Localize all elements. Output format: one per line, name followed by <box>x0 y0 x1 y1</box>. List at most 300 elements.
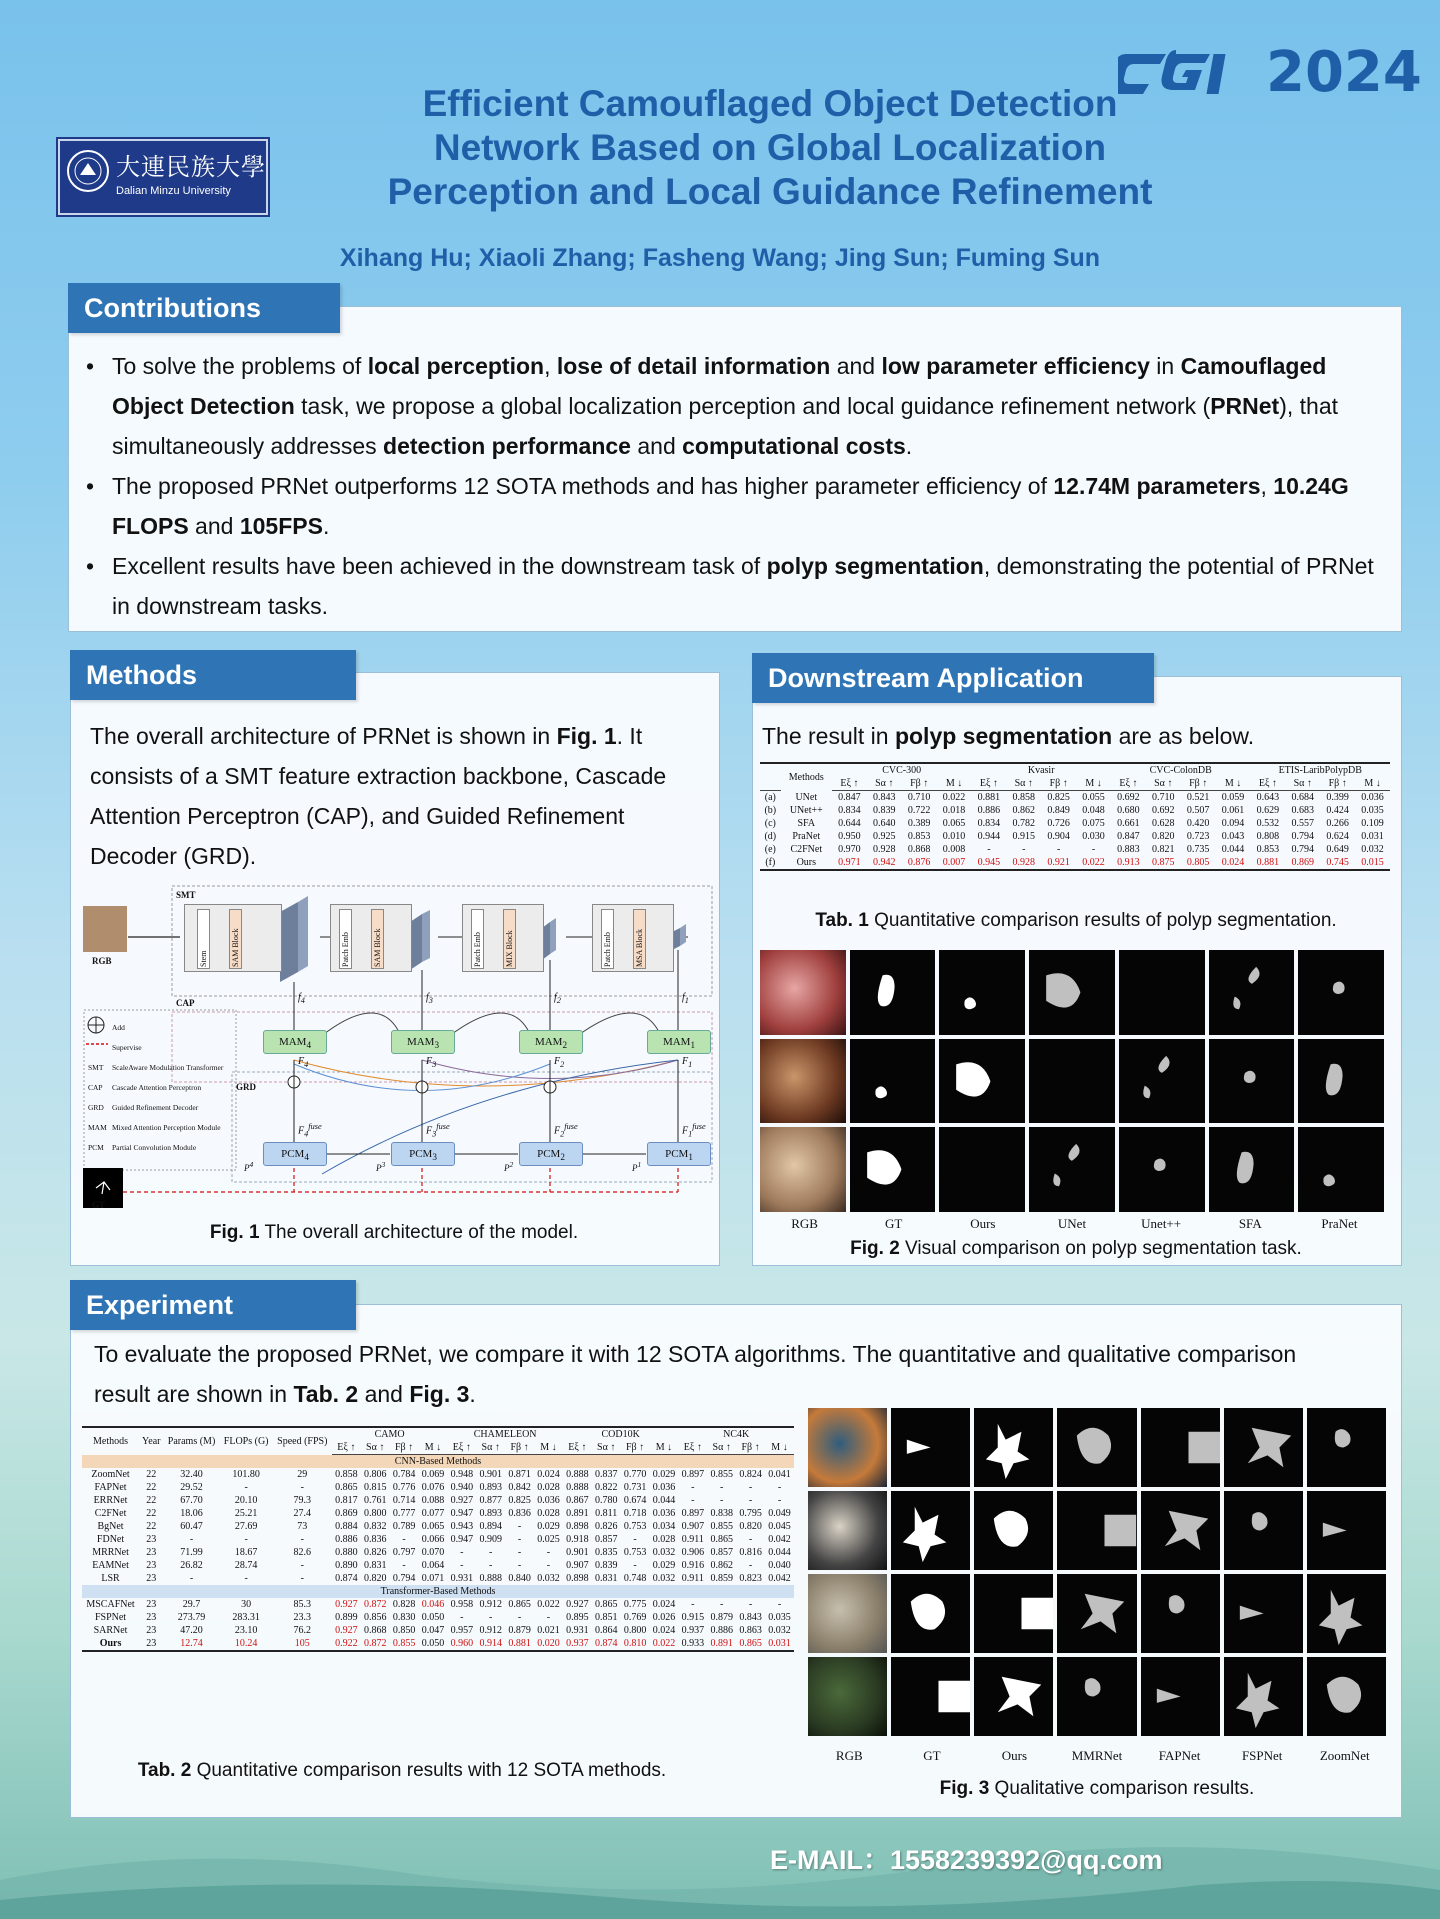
grid-column-label: SFA <box>1238 1216 1262 1231</box>
grid-column-label: GT <box>923 1748 941 1763</box>
table-cell: 0.880 <box>335 1547 358 1558</box>
method-name: MSCAFNet <box>86 1599 135 1610</box>
table-cell: 0.748 <box>623 1573 647 1584</box>
table-cell: - <box>300 1560 304 1571</box>
table-cell: 101.80 <box>232 1469 260 1480</box>
table-cell: 283.31 <box>232 1612 260 1623</box>
mask-thumbnail <box>1141 1491 1220 1570</box>
table-header: Speed (FPS) <box>273 1427 332 1455</box>
table-header: FLOPs (G) <box>220 1427 273 1455</box>
table-cell: 0.031 <box>765 1637 794 1651</box>
table-row <box>82 1481 794 1494</box>
table-cell: 0.915 <box>1012 831 1036 842</box>
table-cell: 0.857 <box>710 1547 733 1558</box>
table-cell: 28.74 <box>234 1560 258 1571</box>
table-cell: 0.862 <box>1012 805 1036 816</box>
dataset-header: CAMO <box>332 1427 448 1441</box>
table-row <box>760 830 1390 843</box>
table-cell: 0.859 <box>710 1573 733 1584</box>
table-cell: 0.879 <box>508 1625 531 1636</box>
table-cell: 0.869 <box>335 1508 358 1519</box>
table-cell: 0.036 <box>652 1508 676 1519</box>
cod-visual-grid <box>808 1408 1386 1736</box>
mask-thumbnail <box>939 1127 1025 1212</box>
table-band-row <box>82 1455 794 1469</box>
method-name: FSPNet <box>94 1612 127 1623</box>
contributions-list <box>84 346 1394 626</box>
msa-block: MSA Block <box>633 909 646 969</box>
table-cell: 0.032 <box>652 1547 676 1558</box>
table-cell: 23 <box>146 1625 157 1636</box>
table-cell: - <box>460 1547 464 1558</box>
table-cell: 0.071 <box>421 1573 445 1584</box>
table-cell: 22 <box>146 1469 157 1480</box>
table-cell: 0.865 <box>736 1637 765 1651</box>
table-cell: 0.624 <box>1326 831 1349 842</box>
metric-header: M ↓ <box>937 777 972 791</box>
table-cell: 0.061 <box>1221 805 1245 816</box>
table-cell: 0.893 <box>479 1508 502 1519</box>
pred-p1: $P^1$ <box>632 1160 642 1173</box>
table-cell: 0.015 <box>1355 856 1390 870</box>
metric-header: Sα ↑ <box>592 1441 621 1455</box>
table-cell: 0.868 <box>363 1625 387 1636</box>
grid-column-label: FAPNet <box>1158 1748 1201 1763</box>
mask-thumbnail <box>1209 1039 1295 1124</box>
university-seal-icon <box>66 149 110 193</box>
metric-header: Eξ ↑ <box>678 1441 707 1455</box>
table-cell: 0.888 <box>566 1482 589 1493</box>
table-cell: 0.640 <box>873 818 896 829</box>
mask-thumbnail <box>891 1408 970 1487</box>
method-name: MRRNet <box>92 1547 129 1558</box>
table-header: Params (M) <box>163 1427 219 1455</box>
grid-column-label: Unet++ <box>1141 1216 1182 1231</box>
legend-item: Supervise <box>112 1043 142 1052</box>
table-cell: - <box>189 1573 194 1584</box>
fig2-caption: Fig. 2 Visual comparison on polyp segmentation task. <box>850 1238 1302 1259</box>
table-row <box>760 843 1390 856</box>
smt-stage-4 <box>592 904 674 972</box>
method-name: PraNet <box>792 831 821 842</box>
mask-thumbnail <box>891 1574 970 1653</box>
table-row <box>760 804 1390 817</box>
table-cell: - <box>300 1573 304 1584</box>
table-row <box>760 856 1390 870</box>
table-cell: 0.789 <box>392 1521 416 1532</box>
table-cell: 0.943 <box>450 1521 474 1532</box>
pred-p4: $P^4$ <box>244 1160 254 1173</box>
table-cell: 22 <box>146 1521 157 1532</box>
fig3-caption: Fig. 3 Qualitative comparison results. <box>939 1778 1255 1799</box>
table-cell: 0.008 <box>942 844 966 855</box>
table-cell: 0.782 <box>1012 818 1036 829</box>
table-cell: 47.20 <box>180 1625 203 1636</box>
table-cell: 23.3 <box>293 1612 312 1623</box>
metric-header: Fβ ↑ <box>1181 777 1216 791</box>
table-cell: 0.883 <box>1117 844 1140 855</box>
table-header: Methods <box>82 1427 139 1455</box>
table-cell: 0.399 <box>1326 792 1349 803</box>
table-cell: 0.820 <box>1152 831 1175 842</box>
pcm-3: $PCM_3$ <box>391 1142 455 1166</box>
table-cell: 0.947 <box>450 1534 474 1545</box>
table-cell: 0.817 <box>335 1495 358 1506</box>
table-cell: - <box>748 1560 753 1571</box>
table-cell: 0.893 <box>479 1482 502 1493</box>
table-cell: 0.036 <box>537 1495 560 1506</box>
mask-thumbnail <box>1224 1408 1303 1487</box>
table-cell: 0.825 <box>508 1495 531 1506</box>
table-cell: 0.911 <box>681 1534 704 1545</box>
table-cell: 0.839 <box>873 805 896 816</box>
table-cell: 0.022 <box>1076 856 1111 870</box>
metric-header: Fβ ↑ <box>621 1441 650 1455</box>
mask-thumbnail <box>974 1491 1053 1570</box>
table-cell: 0.945 <box>971 856 1006 870</box>
table-cell: 0.822 <box>594 1482 618 1493</box>
cod-grid-labels <box>808 1748 1386 1764</box>
table-cell: 0.875 <box>1146 856 1181 870</box>
table-cell: 0.032 <box>652 1573 676 1584</box>
mask-thumbnail <box>1209 1127 1295 1212</box>
table-cell: 0.692 <box>1117 792 1140 803</box>
table-cell: 0.021 <box>537 1625 560 1636</box>
table-cell: 29 <box>297 1469 308 1480</box>
method-name: ERRNet <box>93 1495 128 1506</box>
table-cell: 0.853 <box>907 831 931 842</box>
table-cell: 0.888 <box>566 1469 589 1480</box>
mam-3: $MAM_3$ <box>391 1030 455 1054</box>
table-cell: 79.3 <box>293 1495 312 1506</box>
method-name: C2FNet <box>94 1508 127 1519</box>
table-cell: 0.683 <box>1291 805 1315 816</box>
patch-emb-block: Patch Emb <box>339 909 352 969</box>
table-cell: 0.028 <box>537 1482 560 1493</box>
table-cell: 0.872 <box>363 1599 387 1610</box>
mask-thumbnail <box>1057 1657 1136 1736</box>
table-cell: 10.24 <box>220 1637 273 1651</box>
mask-thumbnail <box>850 950 936 1035</box>
mask-thumbnail <box>1141 1657 1220 1736</box>
table-cell: - <box>748 1495 753 1506</box>
table-metric-row <box>760 777 1390 791</box>
table-cell: 23 <box>146 1599 157 1610</box>
sam-block: SAM Block <box>229 909 242 969</box>
table-cell: 20.10 <box>234 1495 258 1506</box>
metric-header: Eξ ↑ <box>832 777 867 791</box>
method-name: UNet++ <box>789 805 823 816</box>
table-cell: 0.921 <box>1041 856 1076 870</box>
table-cell: 0.927 <box>566 1599 589 1610</box>
table-cell: 27.69 <box>234 1521 258 1532</box>
table-header <box>760 777 781 791</box>
table-cell: 0.040 <box>768 1560 791 1571</box>
band-label: CNN-Based Methods <box>82 1455 794 1469</box>
table-cell: 0.800 <box>623 1625 647 1636</box>
methods-text: The overall architecture of PRNet is shown in Fig. 1. It consists of a SMT feature extraction backbone, Cascade Attention Perceptron (CAP), and Guided Refinement Decoder (GRD). <box>90 723 667 869</box>
table-cell: 0.723 <box>1186 831 1210 842</box>
table-cell: 0.710 <box>1152 792 1175 803</box>
method-name: Ours <box>781 856 832 870</box>
table-cell: 0.927 <box>335 1599 358 1610</box>
table-cell: 0.971 <box>832 856 867 870</box>
table-cell: 0.876 <box>902 856 937 870</box>
table-cell: 0.029 <box>652 1469 676 1480</box>
table-cell: 0.794 <box>1291 844 1315 855</box>
table-cell: 0.018 <box>942 805 966 816</box>
table-header: Methods <box>781 763 832 791</box>
table-cell: - <box>517 1521 522 1532</box>
legend-item: SMT ScaleAware Modulation Transformer <box>88 1063 224 1072</box>
table-cell: 0.888 <box>479 1573 502 1584</box>
table-cell: 0.912 <box>479 1599 502 1610</box>
architecture-figure <box>80 882 720 1212</box>
table-cell: - <box>987 844 991 855</box>
rgb-thumbnail <box>760 1039 846 1124</box>
table-cell: 0.065 <box>942 818 966 829</box>
mask-thumbnail <box>1141 1574 1220 1653</box>
feature-f3: $f_3$ <box>426 992 433 1005</box>
table-cell: 0.868 <box>907 844 931 855</box>
smt-stage-2 <box>330 904 412 972</box>
experiment-text: To evaluate the proposed PRNet, we compare it with 12 SOTA algorithms. The quantitative and qualitative comparison result are shown in Tab. 2 and Fig. 3. <box>94 1341 1297 1407</box>
grid-column-label: PraNet <box>1321 1216 1358 1231</box>
table-cell: - <box>777 1599 782 1610</box>
table-cell: 0.031 <box>1361 831 1384 842</box>
table-cell: 0.836 <box>508 1508 531 1519</box>
table-cell: 0.048 <box>1082 805 1105 816</box>
table-cell: 22 <box>146 1482 157 1493</box>
table-cell: - <box>720 1599 724 1610</box>
table-cell: 0.094 <box>1221 818 1245 829</box>
table-cell: 0.041 <box>768 1469 791 1480</box>
table-cell: 0.794 <box>392 1573 416 1584</box>
metric-header: M ↓ <box>419 1441 448 1455</box>
mask-thumbnail <box>939 950 1025 1035</box>
table-cell: 0.891 <box>566 1508 589 1519</box>
table-cell: 0.643 <box>1256 792 1280 803</box>
table-cell: 0.028 <box>537 1508 560 1519</box>
table-cell: - <box>546 1560 551 1571</box>
table-cell: 0.800 <box>363 1508 387 1519</box>
tab1-caption: Tab. 1 Quantitative comparison results of polyp segmentation. <box>815 910 1337 931</box>
table-cell: 0.884 <box>335 1521 358 1532</box>
methods-heading: Methods <box>70 650 356 700</box>
table-cell: - <box>720 1495 724 1506</box>
table-cell: 0.891 <box>707 1637 736 1651</box>
table-cell: 0.958 <box>450 1599 474 1610</box>
row-id: (e) <box>764 844 776 855</box>
grid-column-label: ZoomNet <box>1319 1748 1370 1763</box>
mask-thumbnail <box>974 1574 1053 1653</box>
metric-header: Sα ↑ <box>1285 777 1320 791</box>
table-cell: 0.830 <box>392 1612 416 1623</box>
university-name-cn: 大連民族大學 <box>116 153 266 181</box>
table-cell: 0.922 <box>332 1637 361 1651</box>
mam-1: $MAM_1$ <box>647 1030 711 1054</box>
table-cell: 273.79 <box>177 1612 206 1623</box>
table-cell: 0.849 <box>1047 805 1070 816</box>
table-cell: - <box>517 1560 522 1571</box>
pcm-4: $PCM_4$ <box>263 1142 327 1166</box>
grid-column-label: UNet <box>1057 1216 1087 1231</box>
table-row <box>82 1494 794 1507</box>
table-cell: 0.847 <box>1117 831 1140 842</box>
table-cell: - <box>691 1495 695 1506</box>
table-cell: 0.735 <box>1186 844 1210 855</box>
table-cell: 0.831 <box>363 1560 387 1571</box>
table-cell: 0.007 <box>937 856 972 870</box>
table-row <box>82 1572 794 1585</box>
metric-header: M ↓ <box>1076 777 1111 791</box>
method-name: C2FNet <box>790 844 823 855</box>
table-cell: 0.847 <box>838 792 861 803</box>
table-cell: - <box>489 1612 493 1623</box>
grid-column-label: RGB <box>835 1748 863 1763</box>
table-cell: 0.907 <box>566 1560 589 1571</box>
table-cell: 0.050 <box>421 1612 445 1623</box>
mask-thumbnail <box>1307 1491 1386 1570</box>
table-cell: 0.055 <box>1082 792 1105 803</box>
table-cell: 0.909 <box>479 1534 502 1545</box>
table-cell: 0.026 <box>652 1612 676 1623</box>
feature-f2: $f_2$ <box>554 992 561 1005</box>
table-cell: 0.904 <box>1047 831 1070 842</box>
table-cell: 0.851 <box>594 1612 618 1623</box>
table-cell: 0.753 <box>623 1521 647 1532</box>
method-name: FDNet <box>96 1534 125 1545</box>
table-cell: 0.046 <box>421 1599 445 1610</box>
table-cell: 0.863 <box>739 1625 762 1636</box>
table-cell: 32.40 <box>180 1469 203 1480</box>
feature-f4: $f_4$ <box>298 992 305 1005</box>
mask-thumbnail <box>1057 1491 1136 1570</box>
gt-label: GT <box>92 1200 106 1210</box>
band-label: Transformer-Based Methods <box>82 1585 794 1598</box>
grid-column-label: FSPNet <box>1241 1748 1283 1763</box>
table-cell: 0.825 <box>1047 792 1070 803</box>
legend-item: PCM Partial Convolution Module <box>88 1143 197 1152</box>
table-cell: 0.879 <box>710 1612 733 1623</box>
table-cell: 0.076 <box>421 1482 445 1493</box>
fused-feature-2: $F_2^{fuse}$ <box>554 1122 578 1139</box>
table-header-row <box>760 763 1390 777</box>
metric-header: Fβ ↑ <box>390 1441 419 1455</box>
table-cell: 0.914 <box>476 1637 505 1651</box>
table-cell: 0.024 <box>1216 856 1251 870</box>
table-cell: 67.70 <box>180 1495 203 1506</box>
mask-thumbnail <box>1298 1127 1384 1212</box>
table-cell: 0.088 <box>421 1495 445 1506</box>
mask-thumbnail <box>1298 1039 1384 1124</box>
rgb-thumbnail <box>808 1657 887 1736</box>
table-cell: 0.948 <box>450 1469 474 1480</box>
metric-header: M ↓ <box>534 1441 563 1455</box>
dataset-header: CHAMELEON <box>447 1427 563 1441</box>
table-cell: 0.886 <box>977 805 1001 816</box>
table-cell: 18.06 <box>180 1508 203 1519</box>
table-cell: - <box>720 1482 724 1493</box>
table-cell: 0.811 <box>595 1508 618 1519</box>
table-cell: 0.726 <box>1047 818 1070 829</box>
fused-feature-1: $F_1^{fuse}$ <box>682 1122 706 1139</box>
table-row <box>82 1546 794 1559</box>
table-cell: 0.010 <box>942 831 966 842</box>
table-cell: 0.710 <box>907 792 931 803</box>
table-cell: 0.722 <box>907 805 931 816</box>
dataset-header: COD10K <box>563 1427 679 1441</box>
contribution-item: • Excellent results have been achieved in the downstream task of polyp segmentation, demonstrating the potential of PRNet in downstream tasks. <box>84 546 1394 626</box>
table-cell: 0.881 <box>1250 856 1285 870</box>
row-id: (b) <box>764 805 777 816</box>
table-row <box>82 1520 794 1533</box>
table-cell: 0.871 <box>508 1469 531 1480</box>
table-cell: - <box>300 1482 304 1493</box>
table-row <box>82 1507 794 1520</box>
method-name: SARNet <box>93 1625 128 1636</box>
table-cell: 0.028 <box>652 1534 676 1545</box>
table-cell: 0.824 <box>739 1469 762 1480</box>
table-cell: 82.6 <box>293 1547 312 1558</box>
grd-label: GRD <box>236 1082 256 1092</box>
table-cell: 22 <box>146 1495 157 1506</box>
table-cell: 0.957 <box>450 1625 474 1636</box>
table-cell: 0.034 <box>652 1521 676 1532</box>
mask-thumbnail <box>1029 950 1115 1035</box>
rgb-label: RGB <box>92 956 112 966</box>
table-cell: 0.840 <box>508 1573 531 1584</box>
downstream-text: The result in polyp segmentation are as below. <box>762 723 1255 749</box>
authors: Xihang Hu; Xiaoli Zhang; Fasheng Wang; Jing Sun; Fuming Sun <box>339 244 1101 272</box>
table-cell: 0.843 <box>873 792 896 803</box>
table-cell: 0.521 <box>1186 792 1210 803</box>
table-row <box>760 817 1390 830</box>
pcm-1: $PCM_1$ <box>647 1142 711 1166</box>
table-cell: 0.899 <box>335 1612 358 1623</box>
table-cell: 0.937 <box>681 1625 705 1636</box>
table-cell: 0.867 <box>566 1495 589 1506</box>
table-cell: 0.770 <box>623 1469 647 1480</box>
mask-thumbnail <box>1307 1574 1386 1653</box>
dataset-header: Kvasir <box>971 763 1111 777</box>
table-cell: 71.99 <box>180 1547 203 1558</box>
table-cell: - <box>1056 844 1061 855</box>
tab2-caption: Tab. 2 Quantitative comparison results with 12 SOTA methods. <box>137 1760 667 1781</box>
table-cell: - <box>691 1482 695 1493</box>
table-cell: 0.874 <box>592 1637 621 1651</box>
table-cell: 0.042 <box>768 1534 791 1545</box>
legend-item: Add <box>112 1023 125 1032</box>
table-cell: 0.858 <box>1012 792 1036 803</box>
metric-header: Sα ↑ <box>1146 777 1181 791</box>
table-cell: 0.865 <box>335 1482 358 1493</box>
mask-thumbnail <box>939 1039 1025 1124</box>
rgb-thumbnail <box>808 1491 887 1570</box>
grid-column-label: Ours <box>1001 1748 1028 1763</box>
table-cell: 0.838 <box>710 1508 733 1519</box>
mask-thumbnail <box>1224 1657 1303 1736</box>
mix-block: MIX Block <box>503 909 516 969</box>
table-row <box>82 1611 794 1624</box>
contributions-heading: Contributions <box>68 283 340 333</box>
table-cell: 23 <box>146 1547 157 1558</box>
table-cell: 0.826 <box>363 1547 387 1558</box>
table-cell: 0.035 <box>1361 805 1384 816</box>
table-cell: - <box>546 1612 551 1623</box>
legend-item: MAM Mixed Attention Perception Module <box>88 1123 221 1132</box>
table-cell: 0.816 <box>739 1547 762 1558</box>
